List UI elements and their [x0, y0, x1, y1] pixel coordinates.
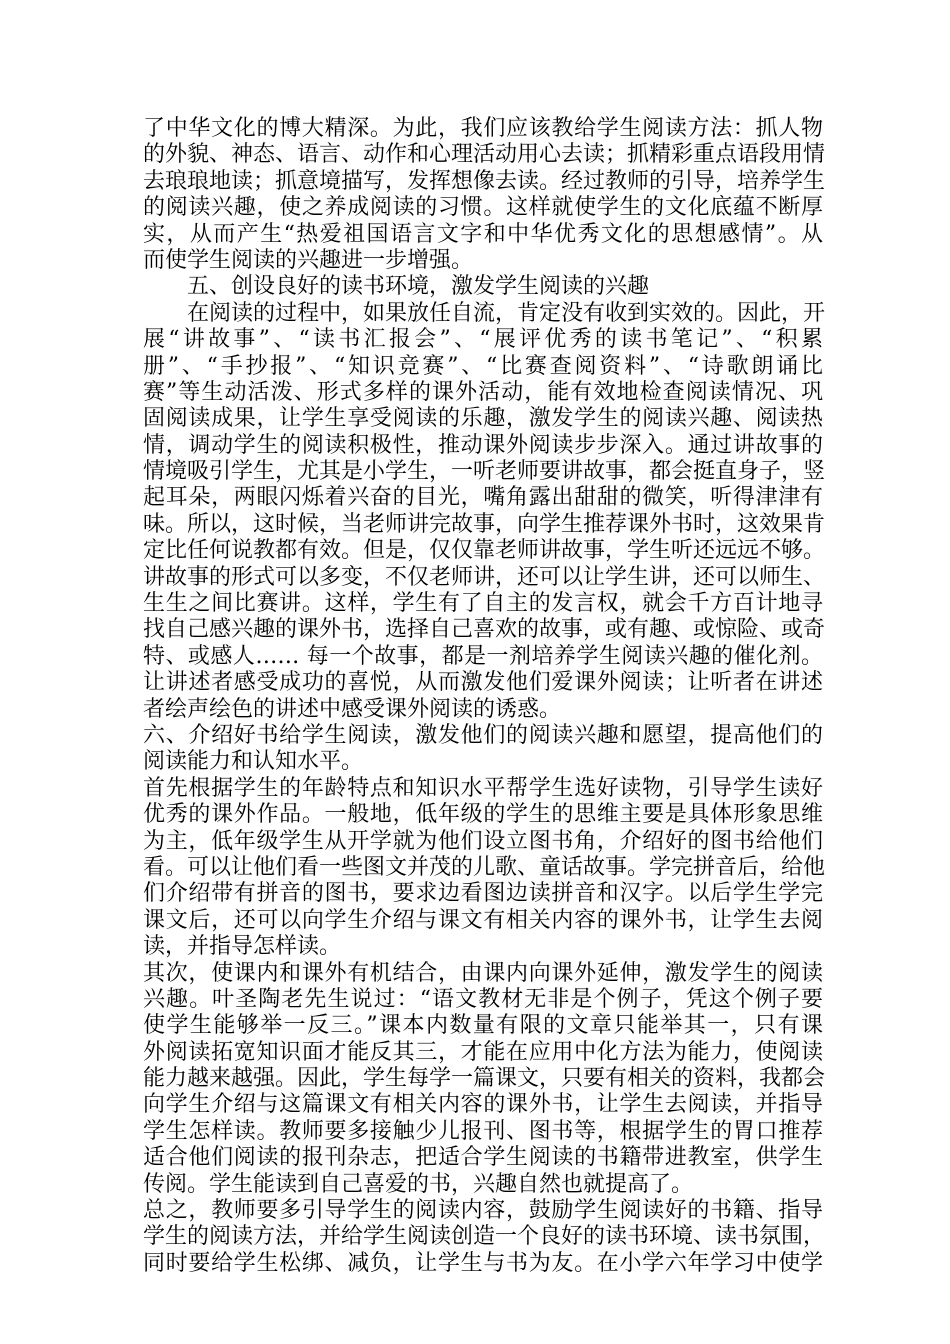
text-line: 者绘声绘色的讲述中感受课外阅读的诱惑。	[143, 696, 562, 722]
text-line: 了中华文化的博大精深。为此，我们应该教给学生阅读方法：抓人物	[143, 116, 823, 141]
text-line: 册”、“手抄报”、“知识竞赛”、“比赛查阅资料”、“诗歌朗诵比	[143, 353, 823, 379]
text-line: 课文后，还可以向学生介绍与课文有相关内容的课外书，让学生去阅	[143, 907, 823, 933]
text-line: 优秀的课外作品。一般地，低年级的学生的思维主要是具体形象思维	[143, 802, 823, 828]
text-line: 让讲述者感受成功的喜悦，从而激发他们爱课外阅读；让听者在讲述	[143, 670, 823, 696]
text-line: 适合他们阅读的报刊杂志，把适合学生阅读的书籍带进教室，供学生	[143, 1145, 823, 1171]
text-line: 为主，低年级学生从开学就为他们设立图书角，介绍好的图书给他们	[143, 828, 823, 854]
text-line: 找自己感兴趣的课外书，选择自己喜欢的故事，或有趣、或惊险、或奇	[143, 617, 826, 643]
text-line: 能力越来越强。因此，学生每学一篇课文，只要有相关的资料，我都会	[143, 1066, 826, 1092]
paragraph-conclusion	[143, 1198, 826, 1277]
text-line: 实，从而产生“热爱祖国语言文字和中华优秀文化的思想感情”。从	[143, 221, 823, 247]
text-line: 味。所以，这时候，当老师讲完故事，向学生推荐课外书时，这效果肯	[143, 511, 826, 537]
text-line: 讲故事的形式可以多变，不仅老师讲，还可以让学生讲，还可以师生、	[143, 564, 826, 590]
text-line: 看。可以让他们看一些图文并茂的儿歌、童话故事。学完拼音后，给他	[143, 854, 826, 880]
text-line: 学生怎样读。教师要多接触少儿报刊、图书等，根据学生的胃口推荐	[143, 1118, 823, 1144]
text-line: 在阅读的过程中，如果放任自流，肯定没有收到实效的。因此，开	[187, 300, 826, 326]
text-line: 其次，使课内和课外有机结合，由课内向课外延伸，激发学生的阅读	[143, 960, 823, 986]
paragraph-reading-methods	[143, 116, 826, 274]
text-line: 读，并指导怎样读。	[143, 934, 342, 960]
text-line: 情，调动学生的阅读积极性，推动课外阅读步步深入。通过讲故事的	[143, 432, 823, 458]
section-heading-5	[143, 274, 823, 300]
text-line: 固阅读成果，让学生享受阅读的乐趣，激发学生的阅读兴趣、阅读热	[143, 406, 823, 432]
text-line: 情境吸引学生，尤其是小学生，一听老师要讲故事，都会挺直身子，竖	[143, 459, 826, 485]
paragraph-reading-environment	[143, 300, 826, 723]
text-line: 学生的阅读方法，并给学生阅读创造一个良好的读书环境、读书氛围，	[143, 1224, 826, 1250]
text-line: 去琅琅地读；抓意境描写，发挥想像去读。经过教师的引导，培养学生	[143, 168, 826, 194]
text-line: 首先根据学生的年龄特点和知识水平帮学生选好读物，引导学生读好	[143, 775, 823, 801]
text-line: 的外貌、神态、语言、动作和心理活动用心去读；抓精彩重点语段用情	[143, 142, 826, 168]
text-line: 定比任何说教都有效。但是，仅仅靠老师讲故事，学生听还远远不够。	[143, 538, 826, 564]
document-page	[143, 116, 826, 1277]
text-line: 们介绍带有拼音的图书，要求边看图边读拼音和汉字。以后学生学完	[143, 881, 823, 907]
text-line: 同时要给学生松绑、减负，让学生与书为友。在小学六年学习中使学	[143, 1250, 823, 1276]
text-line: 特、或感人…… 每一个故事，都是一剂培养学生阅读兴趣的催化剂。	[143, 643, 823, 669]
section-heading-6	[143, 723, 823, 776]
heading-text: 六、介绍好书给学生阅读，激发他们的阅读兴趣和愿望，提高他们的	[143, 722, 823, 748]
text-line: 传阅。学生能读到自己喜爱的书，兴趣自然也就提高了。	[143, 1171, 694, 1197]
text-line: 外阅读拓宽知识面才能反其三，才能在应用中化方法为能力，使阅读	[143, 1039, 823, 1065]
text-line: 起耳朵，两眼闪烁着兴奋的目光，嘴角露出甜甜的微笑，听得津津有	[143, 485, 823, 511]
text-line: 而使学生阅读的兴趣进一步增强。	[143, 247, 474, 273]
heading-text: 五、创设良好的读书环境，激发学生阅读的兴趣	[187, 274, 650, 300]
text-line: 总之，教师要多引导学生的阅读内容，鼓励学生阅读好的书籍、指导	[143, 1198, 823, 1224]
paragraph-age-appropriate-books	[143, 775, 826, 961]
text-line: 兴趣。叶圣陶老先生说过：“语文教材无非是个例子，凭这个例子要	[143, 986, 823, 1012]
text-line: 展“讲故事”、“读书汇报会”、“展评优秀的读书笔记”、“积累	[143, 327, 823, 353]
paragraph-in-class-extension	[143, 960, 826, 1199]
text-line: 生生之间比赛讲。这样，学生有了自主的发言权，就会千方百计地寻	[143, 591, 823, 617]
heading-text: 阅读能力和认知水平。	[143, 749, 364, 775]
text-line: 使学生能够举一反三。”课本内数量有限的文章只能举其一，只有课	[143, 1013, 823, 1039]
text-line: 向学生介绍与这篇课文有相关内容的课外书，让学生去阅读，并指导	[143, 1092, 823, 1118]
text-line: 赛”等生动活泼、形式多样的课外活动，能有效地检查阅读情况、巩	[143, 379, 823, 405]
text-line: 的阅读兴趣，使之养成阅读的习惯。这样就使学生的文化底蕴不断厚	[143, 195, 823, 221]
